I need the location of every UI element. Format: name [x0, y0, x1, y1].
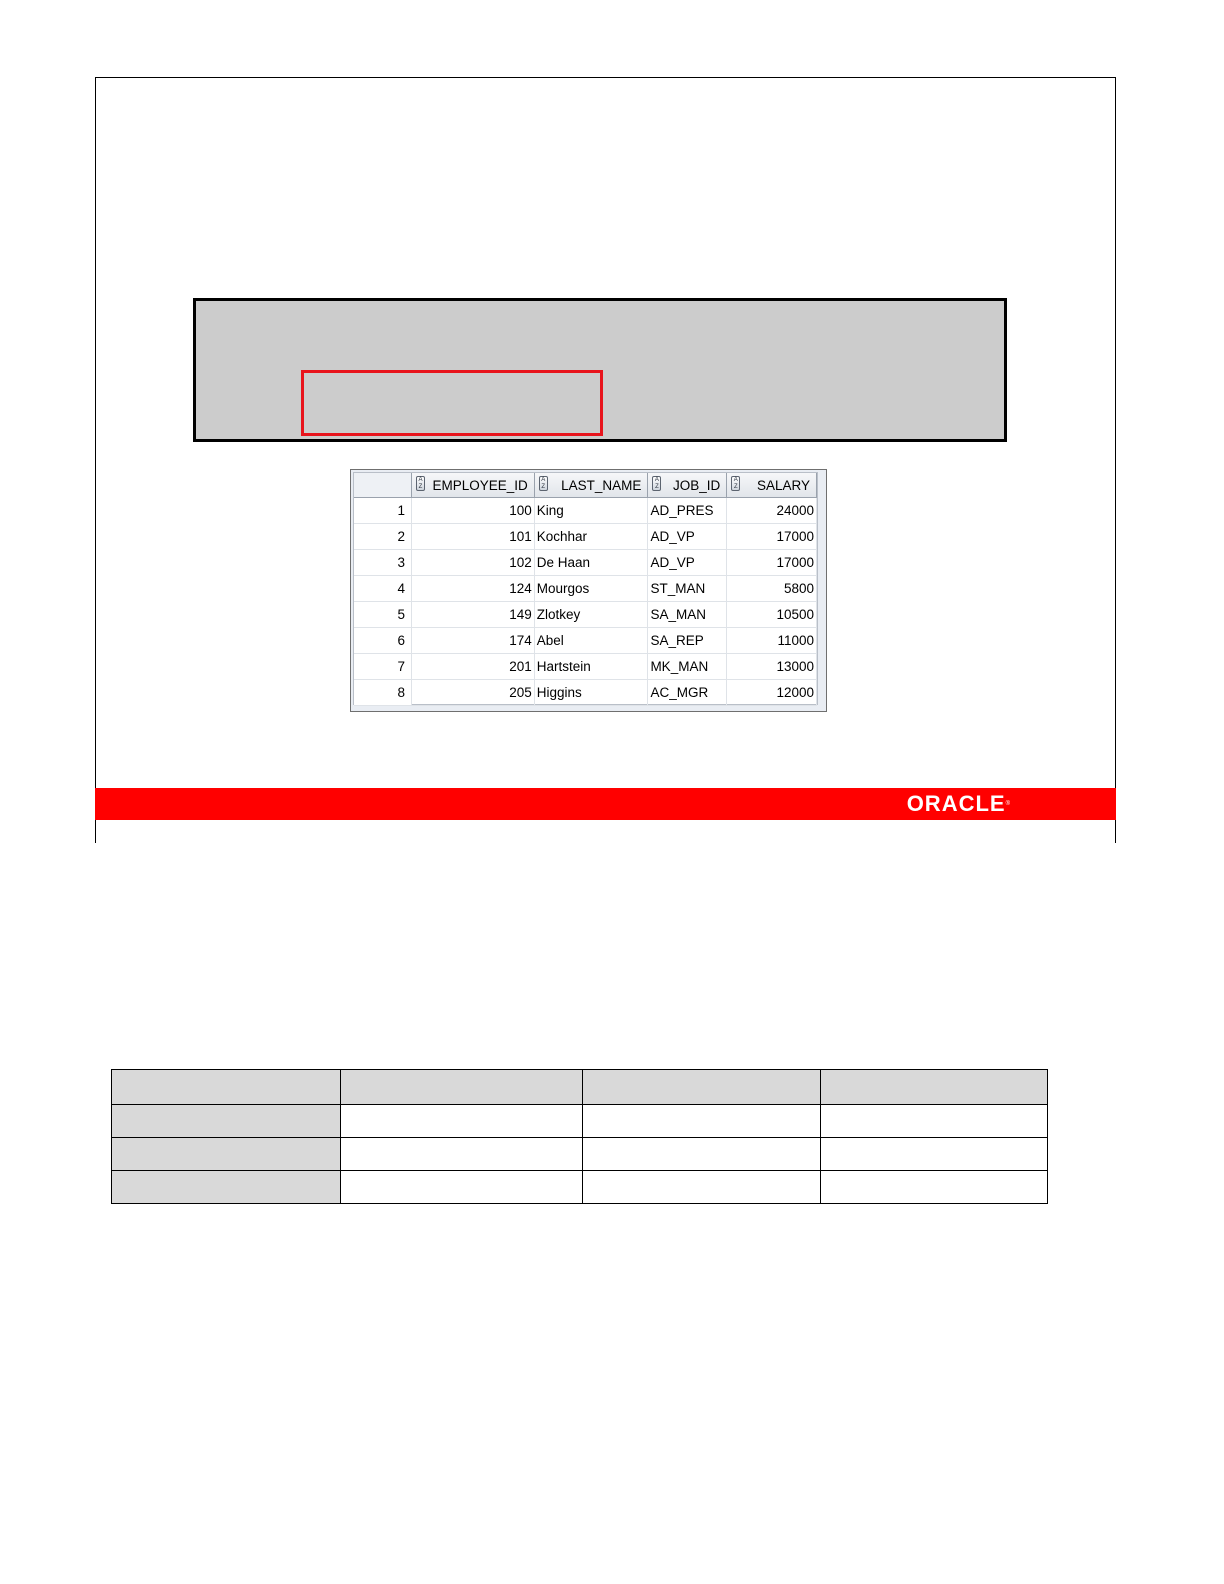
column-header-employee-id[interactable]: A Z EMPLOYEE_ID [411, 473, 534, 498]
notes-table-cell [341, 1138, 583, 1171]
sort-icon[interactable]: A Z [416, 476, 425, 491]
last-name-cell[interactable]: Hartstein [534, 654, 648, 680]
notes-table-cell [583, 1070, 821, 1105]
table-row[interactable] [354, 654, 817, 680]
last-name-cell[interactable]: Abel [534, 628, 648, 654]
employee-id-cell[interactable]: 102 [411, 550, 534, 576]
last-name-cell[interactable]: Higgins [534, 680, 648, 706]
table-row[interactable] [354, 550, 817, 576]
sort-icon[interactable]: A Z [652, 476, 661, 491]
result-table [354, 473, 817, 706]
column-header-salary[interactable]: A Z SALARY [727, 473, 817, 498]
salary-cell[interactable]: 12000 [727, 680, 817, 706]
table-row[interactable] [354, 628, 817, 654]
job-id-cell[interactable]: MK_MAN [648, 654, 727, 680]
table-row[interactable] [354, 498, 817, 524]
notes-table-cell [821, 1171, 1048, 1204]
row-number-cell[interactable]: 8 [354, 680, 411, 706]
column-header-job-id[interactable]: A Z JOB_ID [648, 473, 727, 498]
notes-table-row [112, 1138, 1048, 1171]
header-row [354, 473, 817, 498]
sort-icon[interactable]: A Z [731, 476, 740, 491]
salary-cell[interactable]: 17000 [727, 524, 817, 550]
notes-table-cell [583, 1105, 821, 1138]
row-number-cell[interactable]: 2 [354, 524, 411, 550]
sort-icon[interactable]: A Z [539, 476, 548, 491]
notes-table [111, 1069, 1048, 1204]
job-id-cell[interactable]: AD_PRES [648, 498, 727, 524]
notes-table-cell [821, 1070, 1048, 1105]
row-number-cell[interactable]: 7 [354, 654, 411, 680]
notes-table-cell [112, 1171, 341, 1204]
job-id-cell[interactable]: AC_MGR [648, 680, 727, 706]
salary-cell[interactable]: 11000 [727, 628, 817, 654]
employee-id-cell[interactable]: 124 [411, 576, 534, 602]
notes-table-cell [821, 1105, 1048, 1138]
notes-table-cell [341, 1171, 583, 1204]
table-row[interactable] [354, 602, 817, 628]
notes-table-cell [112, 1105, 341, 1138]
employee-id-cell[interactable]: 205 [411, 680, 534, 706]
row-number-cell[interactable]: 4 [354, 576, 411, 602]
employee-id-cell[interactable]: 201 [411, 654, 534, 680]
notes-table-cell [112, 1138, 341, 1171]
row-number-cell[interactable]: 5 [354, 602, 411, 628]
last-name-cell[interactable]: Zlotkey [534, 602, 648, 628]
employee-id-cell[interactable]: 101 [411, 524, 534, 550]
last-name-cell[interactable]: King [534, 498, 648, 524]
salary-cell[interactable]: 13000 [727, 654, 817, 680]
job-id-cell[interactable]: SA_REP [648, 628, 727, 654]
notes-table-header-row [112, 1070, 1048, 1105]
employee-id-cell[interactable]: 174 [411, 628, 534, 654]
job-id-cell[interactable]: SA_MAN [648, 602, 727, 628]
last-name-cell[interactable]: Mourgos [534, 576, 648, 602]
job-id-cell[interactable]: AD_VP [648, 550, 727, 576]
salary-cell[interactable]: 10500 [727, 602, 817, 628]
footer-band [95, 788, 1116, 820]
job-id-cell[interactable]: ST_MAN [648, 576, 727, 602]
table-row[interactable] [354, 680, 817, 706]
notes-table-cell [341, 1105, 583, 1138]
slide-frame [95, 77, 1116, 843]
last-name-cell[interactable]: Kochhar [534, 524, 648, 550]
notes-table-cell [583, 1171, 821, 1204]
result-grid [353, 472, 818, 705]
result-grid-window [350, 469, 827, 712]
column-header-last-name[interactable]: A Z LAST_NAME [534, 473, 648, 498]
table-row[interactable] [354, 576, 817, 602]
salary-cell[interactable]: 5800 [727, 576, 817, 602]
notes-table-row [112, 1105, 1048, 1138]
row-number-header [354, 473, 411, 498]
notes-table-cell [821, 1138, 1048, 1171]
notes-table-cell [112, 1070, 341, 1105]
employee-id-cell[interactable]: 100 [411, 498, 534, 524]
table-row[interactable] [354, 524, 817, 550]
salary-cell[interactable]: 17000 [727, 550, 817, 576]
row-number-cell[interactable]: 3 [354, 550, 411, 576]
employee-id-cell[interactable]: 149 [411, 602, 534, 628]
notes-table-cell [341, 1070, 583, 1105]
job-id-cell[interactable]: AD_VP [648, 524, 727, 550]
salary-cell[interactable]: 24000 [727, 498, 817, 524]
row-number-cell[interactable]: 6 [354, 628, 411, 654]
oracle-logo: ORACLE® [906, 791, 1010, 816]
notes-table-cell [583, 1138, 821, 1171]
highlight-box [301, 370, 603, 436]
row-number-cell[interactable]: 1 [354, 498, 411, 524]
last-name-cell[interactable]: De Haan [534, 550, 648, 576]
notes-table-row [112, 1171, 1048, 1204]
